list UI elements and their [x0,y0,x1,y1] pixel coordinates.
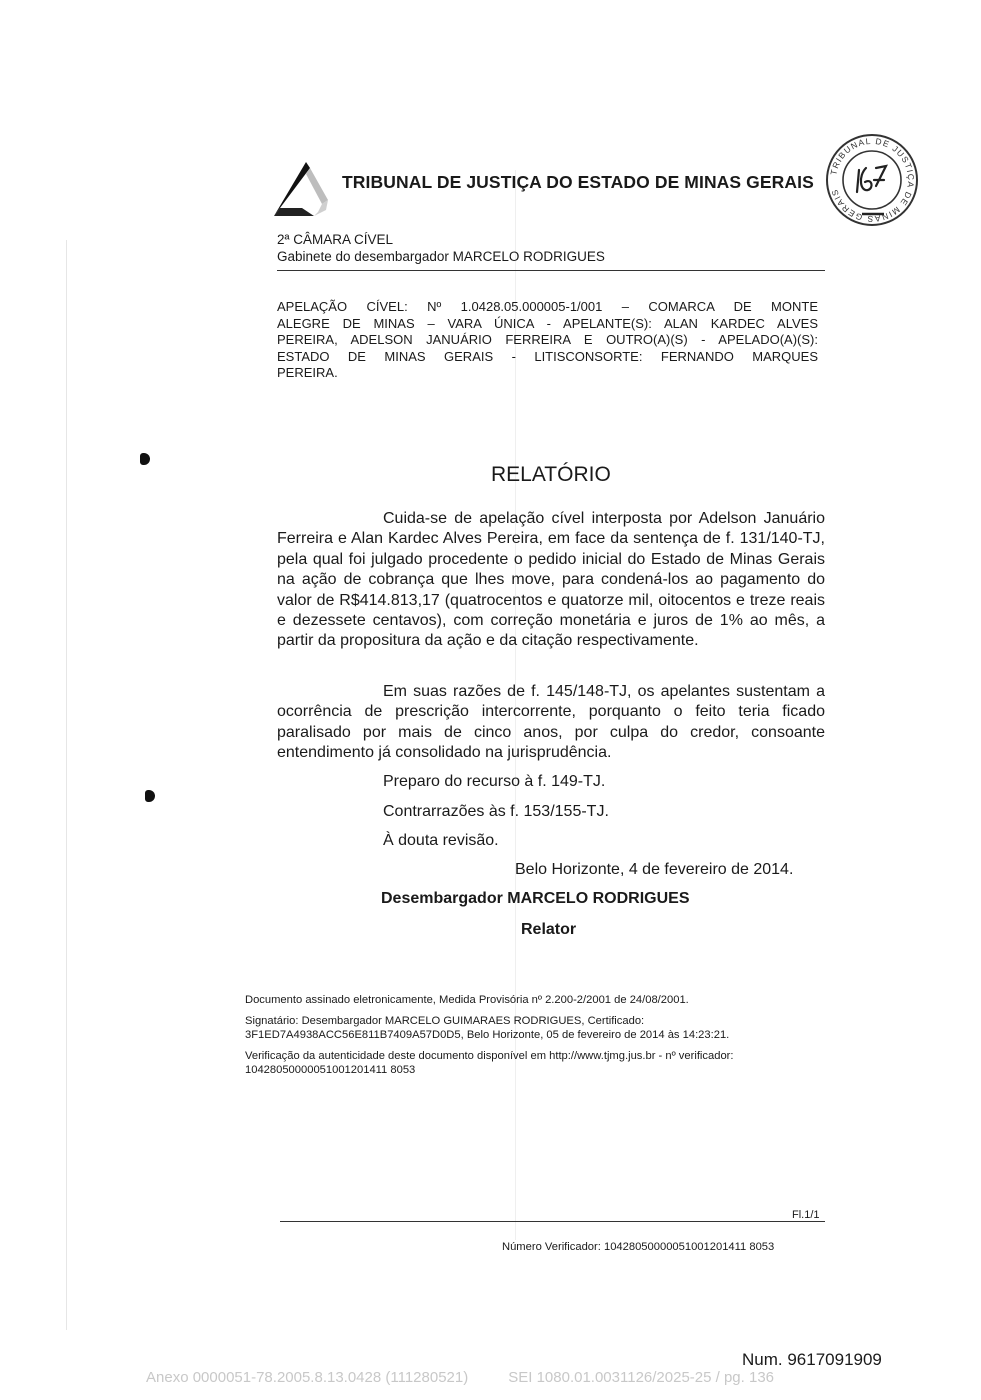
verification-code: 10428050000051001201411 8053 [245,1064,416,1076]
annex-reference [146,1369,774,1386]
court-seal-stamp-icon [824,132,920,228]
signer-role: Relator [521,921,577,938]
report-heading: RELATÓRIO [491,463,611,486]
case-line: PEREIRA. [277,365,338,381]
sei-reference: SEI 1080.01.0031126/2025-25 / pg. 136 [508,1369,775,1386]
electronic-signature-notice [245,993,835,1007]
header-divider [277,270,825,271]
case-line: ALEGRE DE MINAS – VARA ÚNICA - APELANTE(S): ALAN KARDEC ALVES [277,315,818,331]
annex-number: Anexo 0000051-78.2005.8.13.0428 (111280521) [146,1369,469,1386]
court-logo-icon [266,160,336,222]
case-line: ESTADO DE MINAS GERAIS - LITISCONSORTE: FERNANDO MARQUES [277,348,818,364]
case-identification [277,299,818,382]
case-line: PEREIRA, ADELSON JANUÁRIO FERREIRA E OUTRO(A)(S) - APELADO(A)(S): [277,332,818,348]
paper-fold-left [66,240,67,1330]
verifier-number: Número Verificador: 10428050000051001201411 8053 [502,1241,775,1253]
preparo-line: Preparo do recurso à f. 149-TJ. [383,773,606,790]
verification-line: Verificação da autenticidade deste documento disponível em http://www.tjmg.jus.br - nº verificador: [245,1050,734,1062]
punch-hole-mark [140,453,150,465]
footer-divider [280,1221,825,1222]
signatory-line: Signatário: Desembargador MARCELO GUIMARAES RODRIGUES, Certificado: [245,1015,645,1027]
court-title: TRIBUNAL DE JUSTIÇA DO ESTADO DE MINAS GERAIS [342,172,814,192]
report-paragraph-1: Cuida-se de apelação cível interposta por Adelson Januário Ferreira e Alan Kardec Alves Pereira, em face da sentença de f. 131/140-TJ, pela qual foi julgado procedente o pedido inicial do Estado de Minas Gerais na ação de cobrança que lhes move, para condená-los ao pagamento do valor de R$414.813,17 (quatrocentos e quatorze mil, oitocentos e treze reais e dezessete centavos), com correção monetária e juros de 1% ao mês, a partir da propositura da ação e da citação respectivamente. [277,510,825,650]
signatory-line: 3F1ED7A4938ACC56E811B7409A57D0D5, Belo Horizonte, 05 de fevereiro de 2014 às 14:23:21. [245,1029,730,1041]
verification-block [245,1049,835,1077]
chamber-name: 2ª CÂMARA CÍVEL [277,232,394,247]
revisao-line: À douta revisão. [383,832,499,849]
office-name: Gabinete do desembargador MARCELO RODRIGUES [277,249,605,264]
date-place: Belo Horizonte, 4 de fevereiro de 2014. [515,861,794,878]
report-paragraph-2: Em suas razões de f. 145/148-TJ, os apelantes sustentam a ocorrência de prescrição intercorrente, porquanto o feito teria ficado paralisado por mais de cinco anos, por culpa do credor, consoante entendimento já consolidado na jurisprudência. [277,683,825,762]
svg-text:TRIBUNAL DE JUSTIÇA DE MINAS G: TRIBUNAL DE JUSTIÇA DE MINAS GERAIS [828,135,917,225]
contrarrazoes-line: Contrarrazões às f. 153/155-TJ. [383,803,609,820]
page-count: Fl.1/1 [792,1209,820,1221]
document-number-stamp: Num. 9617091909 [742,1350,882,1369]
signature-notice-line: Documento assinado eletronicamente, Medida Provisória nº 2.200-2/2001 de 24/08/2001. [245,994,689,1006]
case-line: APELAÇÃO CÍVEL: Nº 1.0428.05.000005-1/001 – COMARCA DE MONTE [277,299,818,314]
signer-name: Desembargador MARCELO RODRIGUES [381,890,690,907]
punch-hole-mark [145,790,155,802]
signatory-block [245,1014,835,1042]
